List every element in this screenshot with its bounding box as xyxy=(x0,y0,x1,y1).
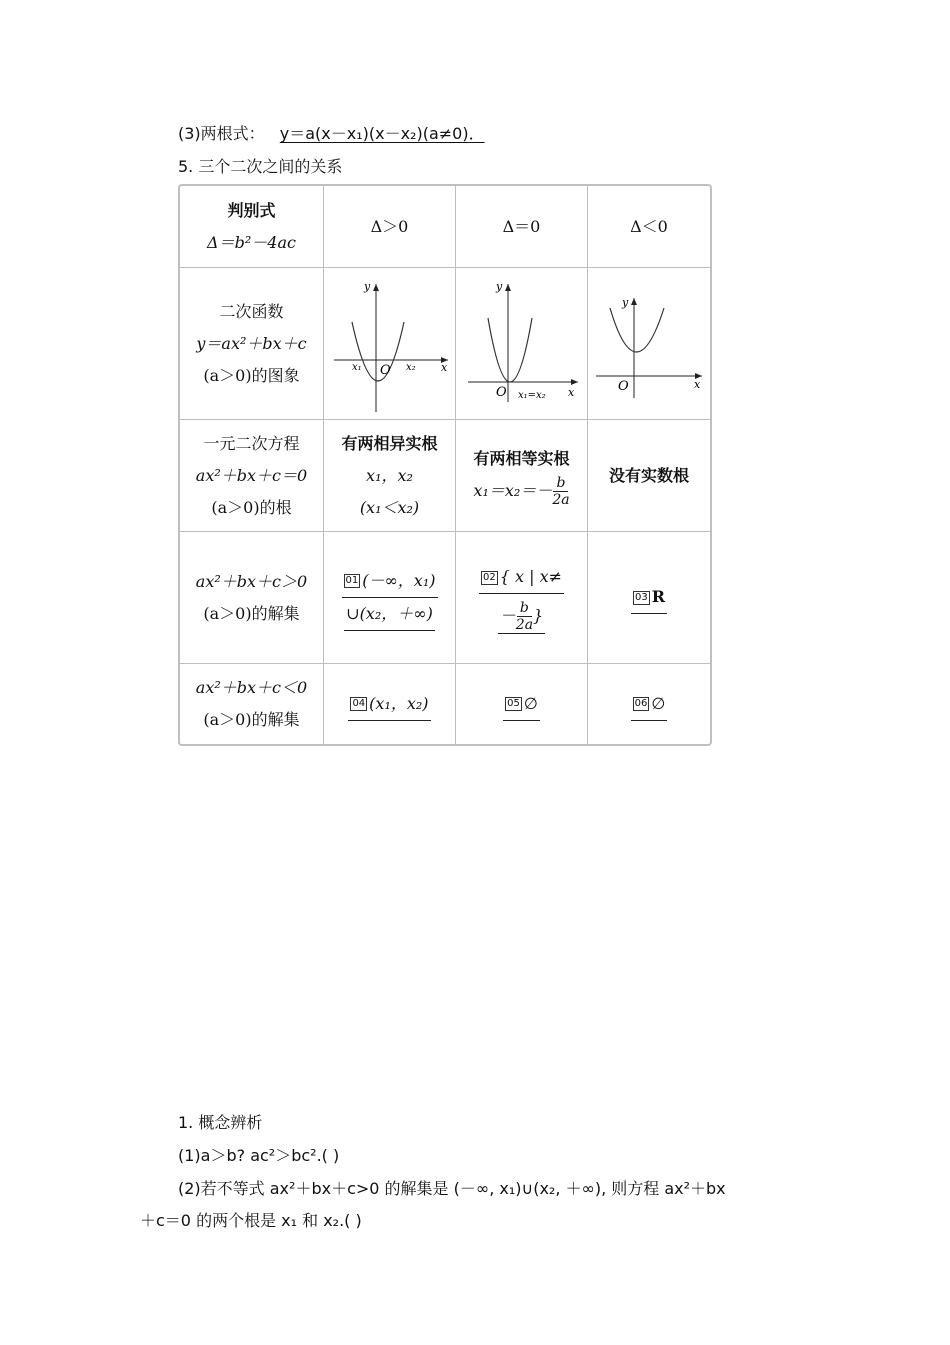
gt-two-roots-line1 xyxy=(342,565,438,598)
item3-formula: y＝a(x－x₁)(x－x₂)(a≠0)． xyxy=(279,124,485,143)
g1-x1-label: x₁ xyxy=(351,361,362,373)
row-graph-label xyxy=(180,268,324,420)
graph-no-root-cell xyxy=(588,268,710,420)
graph-two-roots-cell xyxy=(324,268,456,420)
row-roots-label xyxy=(180,420,324,532)
g2-origin-label: O xyxy=(495,384,507,400)
header-delta-zero xyxy=(456,186,588,268)
row-gt-label xyxy=(180,532,324,664)
lt-two-roots-value: (x₁，x₂) xyxy=(369,693,429,713)
lt-two-roots-answer xyxy=(348,688,430,721)
roots-equal-frac-num: b xyxy=(553,475,568,492)
roots-equal-title: 有两相等实根 xyxy=(473,449,570,468)
row-lt-label-line1: ax²＋bx＋c＜0 xyxy=(195,678,308,697)
gt-one-root-set-end: } xyxy=(533,606,544,625)
gt-one-root-line2 xyxy=(498,600,545,634)
item3-line xyxy=(178,121,485,144)
roots-none-cell xyxy=(588,420,710,532)
gt-one-root-line1 xyxy=(479,561,564,594)
g3-origin-label: O xyxy=(618,378,629,394)
lt-no-root-value: ∅ xyxy=(651,693,666,713)
lt-one-root-value: ∅ xyxy=(523,693,538,713)
roots-distinct-cell xyxy=(324,420,456,532)
graph-one-root-cell xyxy=(456,268,588,420)
header-delta-negative-text: Δ＜0 xyxy=(630,216,668,236)
roots-equal-formula xyxy=(473,475,569,508)
answer-number-06: 06 xyxy=(634,698,648,709)
item3-label: (3)两根式： xyxy=(178,124,265,143)
exercise-heading: 1. 概念辨析 xyxy=(178,1113,263,1132)
gt-two-roots-line2: ∪(x₂，＋∞) xyxy=(344,598,435,631)
exercise-q2-line2: ＋c＝0 的两个根是 x₁ 和 x₂.( ) xyxy=(140,1211,362,1230)
row-gt-label-line1: ax²＋bx＋c＞0 xyxy=(195,571,308,591)
graph-one-root xyxy=(458,270,586,418)
row-graph-label-line3: (a＞0)的图象 xyxy=(203,365,300,385)
roots-none-text: 没有实数根 xyxy=(608,465,689,485)
g1-x2-label: x₂ xyxy=(405,361,416,373)
graph-no-root xyxy=(590,270,708,418)
row-lt-label xyxy=(180,664,324,744)
g1-origin-label: O xyxy=(379,362,391,378)
header-discriminant xyxy=(180,186,324,268)
gt-no-root-answer xyxy=(631,581,667,614)
quadratic-relation-table xyxy=(178,184,712,746)
row-roots-label-line2: ax²＋bx＋c＝0 xyxy=(195,465,308,485)
gt-two-roots-part1: (－∞，x₁) xyxy=(362,570,436,590)
header-delta-negative xyxy=(588,186,710,268)
g2-x12-label: x₁=x₂ xyxy=(517,389,546,401)
gt-two-roots-cell xyxy=(324,532,456,664)
roots-equal-fraction xyxy=(552,475,569,508)
roots-equal-frac-den: 2a xyxy=(552,492,570,508)
lt-one-root-answer xyxy=(503,688,540,721)
lt-two-roots-cell xyxy=(324,664,456,744)
row-graph-label-line1: 二次函数 xyxy=(219,301,284,321)
roots-distinct-values: x₁，x₂ xyxy=(366,465,413,485)
g3-y-label: y xyxy=(622,295,629,309)
gt-one-root-cell xyxy=(456,532,588,664)
row-graph-label-line2: y＝ax²＋bx＋c xyxy=(196,333,307,353)
g1-x-label: x xyxy=(440,360,447,374)
header-delta-positive-text: Δ＞0 xyxy=(370,216,409,236)
g2-x-label: x xyxy=(567,385,574,399)
header-discriminant-formula: Δ＝b²－4ac xyxy=(207,232,296,252)
g3-x-label: x xyxy=(694,377,701,391)
answer-number-01: 01 xyxy=(345,575,359,586)
header-delta-zero-text: Δ＝0 xyxy=(502,216,541,236)
lt-no-root-answer xyxy=(631,688,668,721)
row-gt-label-line2: (a＞0)的解集 xyxy=(203,603,300,623)
g1-y-label: y xyxy=(363,279,370,293)
exercise-q1: (1)a＞b? ac²＞bc².( ) xyxy=(178,1146,340,1165)
graph-two-roots xyxy=(326,270,454,418)
gt-no-root-value: R xyxy=(651,587,666,606)
answer-number-04: 04 xyxy=(352,698,366,709)
roots-distinct-order: (x₁＜x₂) xyxy=(359,497,420,517)
gt-one-root-minus: － xyxy=(499,606,516,625)
answer-number-05: 05 xyxy=(507,698,520,709)
header-delta-positive xyxy=(324,186,456,268)
lt-one-root-cell xyxy=(456,664,588,744)
row-lt-label-line2: (a＞0)的解集 xyxy=(203,710,300,729)
heading-5: 5. 三个二次之间的关系 xyxy=(178,157,343,176)
roots-distinct-title: 有两相异实根 xyxy=(341,433,438,453)
gt-one-root-fraction xyxy=(516,600,533,633)
answer-number-02: 02 xyxy=(482,571,496,583)
roots-equal-cell xyxy=(456,420,588,532)
row-roots-label-line3: (a＞0)的根 xyxy=(211,497,292,517)
gt-no-root-cell xyxy=(588,532,710,664)
gt-one-root-frac-num: b xyxy=(517,600,532,617)
g2-y-label: y xyxy=(495,279,502,293)
roots-equal-prefix: x₁＝x₂＝－ xyxy=(473,481,553,500)
gt-one-root-set-start: { x | x≠ xyxy=(499,567,562,586)
row-roots-label-line1: 一元二次方程 xyxy=(203,433,300,453)
lt-no-root-cell xyxy=(588,664,710,744)
answer-number-03: 03 xyxy=(634,591,648,603)
exercise-q2-line1: (2)若不等式 ax²＋bx＋c>0 的解集是 (－∞, x₁)∪(x₂, ＋∞), 则方程 ax²＋bx xyxy=(178,1179,726,1198)
gt-one-root-frac-den: 2a xyxy=(515,617,534,633)
header-discriminant-label: 判别式 xyxy=(227,200,276,220)
